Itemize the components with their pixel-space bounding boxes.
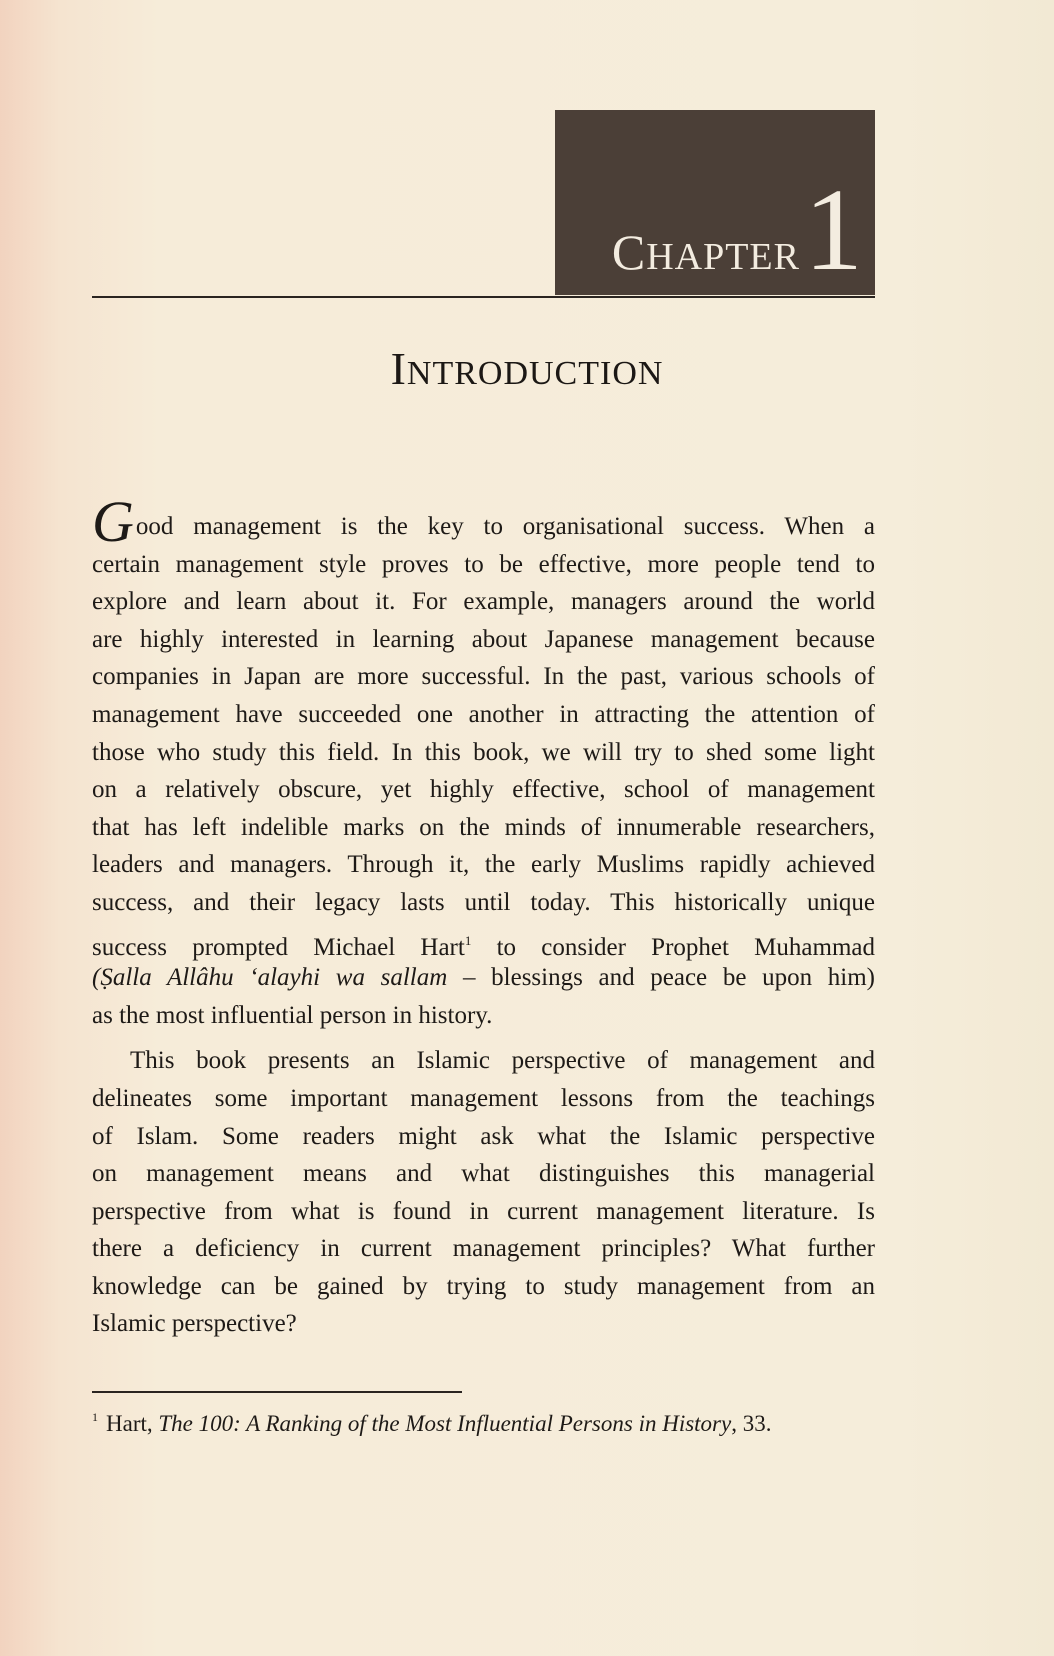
body-text bbox=[92, 489, 875, 1343]
footnote-rule bbox=[92, 1391, 462, 1393]
line-text: – blessings and peace be upon him) bbox=[447, 964, 875, 992]
text-line: success, and their legacy lasts until today. This historically unique bbox=[92, 888, 875, 916]
paragraph-1 bbox=[92, 489, 875, 1034]
text-line: that has left indelible marks on the minds of innumerable researchers, bbox=[92, 813, 875, 841]
text-line bbox=[92, 959, 875, 997]
title-rest: NTRODUCTION bbox=[406, 355, 664, 392]
paragraph-2 bbox=[92, 1042, 875, 1343]
text-line: knowledge can be gained by trying to study management from an bbox=[92, 1272, 875, 1300]
chapter-heading-box bbox=[555, 110, 875, 295]
line-text: to consider Prophet Muhammad bbox=[471, 933, 875, 961]
footnote-page: , 33. bbox=[731, 1411, 772, 1436]
drop-cap: G bbox=[92, 489, 134, 554]
title-initial: I bbox=[390, 343, 407, 394]
footnote-number: 1 bbox=[92, 1410, 98, 1424]
text-line: those who study this field. In this book, we will try to shed some light bbox=[92, 738, 875, 766]
footnote-ref[interactable]: 1 bbox=[464, 932, 472, 948]
footnote-title: The 100: A Ranking of the Most Influential Persons in History bbox=[158, 1411, 732, 1436]
text-line bbox=[92, 922, 875, 960]
text-line: of Islam. Some readers might ask what the Islamic perspective bbox=[92, 1122, 875, 1150]
text-line: as the most influential person in history. bbox=[92, 1001, 493, 1029]
chapter-word: CHAPTER bbox=[611, 224, 800, 280]
text-line: management have succeeded one another in attracting the attention of bbox=[92, 700, 875, 728]
text-line: on management means and what distinguishes this managerial bbox=[92, 1160, 875, 1188]
chapter-number: 1 bbox=[804, 164, 863, 295]
text-line: delineates some important management lessons from the teachings bbox=[92, 1084, 875, 1112]
text-line: companies in Japan are more successful. In the past, various schools of bbox=[92, 663, 875, 691]
text-line: certain management style proves to be effective, more people tend to bbox=[92, 550, 875, 578]
line-text: ood management is the key to organisational success. When a bbox=[135, 513, 875, 540]
text-line: Islamic perspective? bbox=[92, 1310, 297, 1338]
text-line: are highly interested in learning about Japanese management because bbox=[92, 625, 875, 653]
text-line: there a deficiency in current management principles? What further bbox=[92, 1235, 875, 1263]
chapter-label bbox=[611, 164, 863, 295]
text-line: leaders and managers. Through it, the early Muslims rapidly achieved bbox=[92, 851, 875, 879]
text-line bbox=[92, 489, 875, 554]
chapter-rule bbox=[92, 296, 875, 298]
line-text: success prompted Michael Hart bbox=[92, 933, 465, 961]
text-line: explore and learn about it. For example, managers around the world bbox=[92, 588, 875, 616]
text-line: on a relatively obscure, yet highly effective, school of management bbox=[92, 776, 875, 804]
chapter-title bbox=[0, 342, 1054, 395]
italic-phrase: (Ṣalla Allâhu ‘alayhi wa sallam bbox=[92, 964, 448, 992]
text-line: perspective from what is found in current management literature. Is bbox=[92, 1197, 875, 1225]
text-line: This book presents an Islamic perspective of management and bbox=[130, 1047, 875, 1075]
footnote bbox=[92, 1410, 875, 1437]
footnote-author: Hart, bbox=[106, 1411, 159, 1436]
